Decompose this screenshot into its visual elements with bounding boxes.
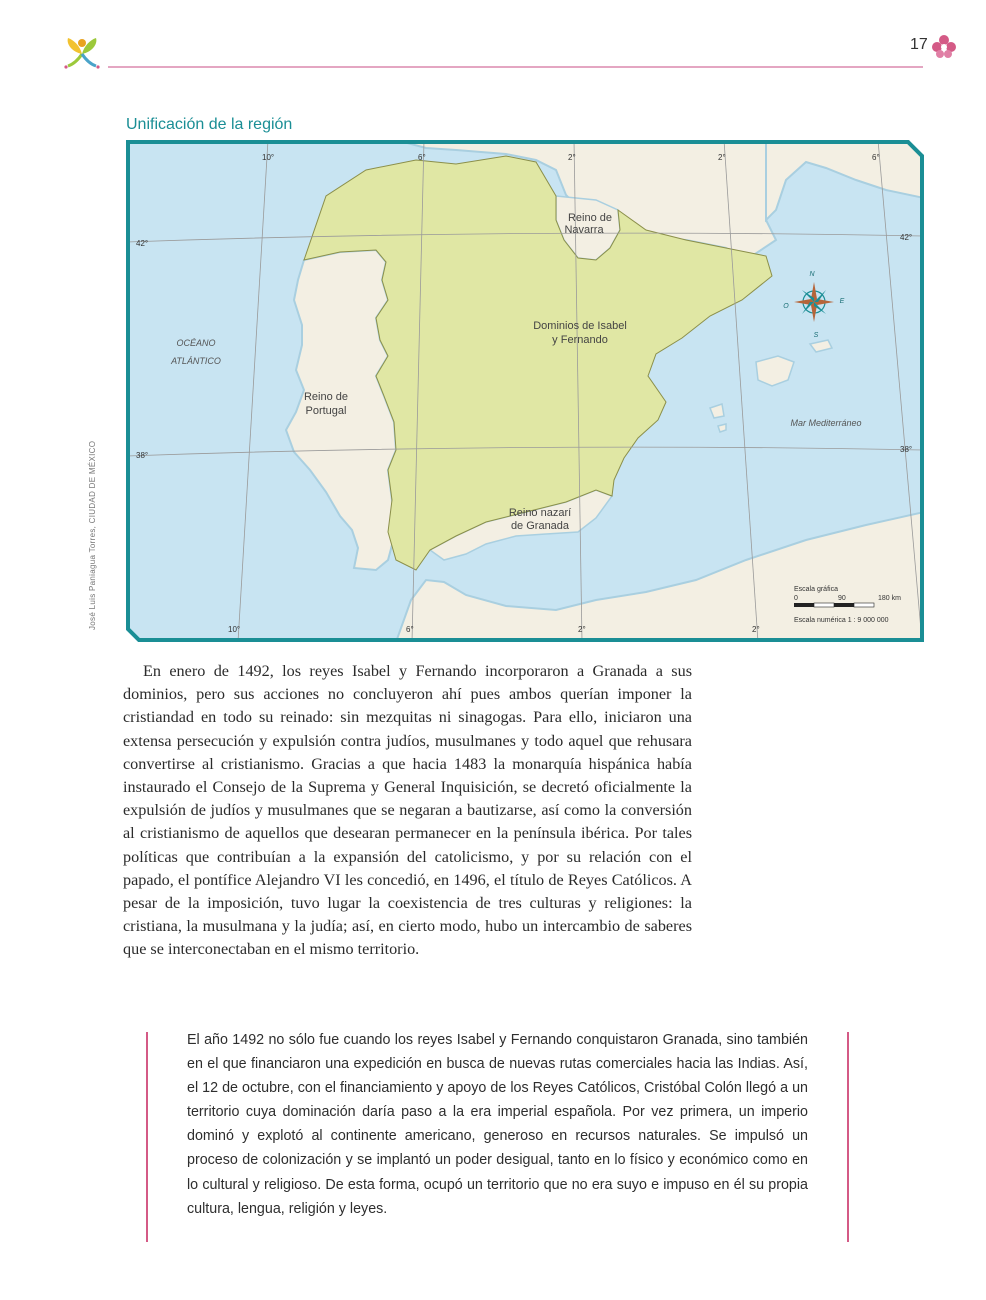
map-title: Unificación de la región: [126, 116, 293, 133]
map: [126, 140, 924, 642]
flower-icon: [930, 34, 958, 58]
scale-numeric: Escala numérica 1 : 9 000 000: [794, 617, 889, 624]
map-credit: José Luis Paniagua Torres, CIUDAD DE MÉXICO: [88, 440, 97, 630]
lat-right-1: 42°: [900, 233, 913, 242]
compass-e: E: [839, 298, 845, 305]
sea-label: Mar Mediterráneo: [790, 418, 862, 428]
lon-top-3: 2°: [568, 153, 576, 162]
portugal-label-2: Portugal: [305, 405, 347, 417]
body-paragraph: En enero de 1492, los reyes Isabel y Fernando incorporaron a Granada a sus dominios, pero sus acciones no concluyeron ahí pues ambos querían imponer la cristiandad en todo su reinado: sin mezquitas ni sinagogas. Para ello, iniciaron una extensa persecución y expulsión contra judíos, musulmanes y todo aquel que rehusara convertirse al cristianismo. Gracias a que hacia 1483 la monarquía hispánica había instaurado el Consejo de la Suprema y General Inquisición, se decretó oficialmente la expulsión de judíos y musulmanes que se negaran a bautizarse, así como la conversión al cristianismo de aquellos que desearan permanecer en la península ibérica. Por tales políticas que contribuían a la expansión del catolicismo, y por su relación con el papado, el pontífice Alejandro VI les concedió, en 1496, el título de Reyes Católicos. A pesar de la imposición, tuvo lugar la coexistencia de tres culturas y religiones: la cristiana, la musulmana y la judía; así, en cierto modo, hubo un intercambio de saberes que se interconectaban en el mismo territorio.: [123, 662, 692, 959]
navarra-label-2: Navarra: [564, 224, 604, 236]
navarra-label-1: Reino de: [567, 212, 613, 224]
program-logo: [62, 34, 102, 70]
scale-tick-1: 90: [838, 595, 846, 602]
lon-bottom-2: 6°: [406, 625, 414, 634]
granada-label-1: Reino nazarí: [508, 507, 572, 519]
lon-bottom-4: 2°: [752, 625, 760, 634]
box-paragraph: El año 1492 no sólo fue cuando los reyes Isabel y Fernando conquistaron Granada, sino también en el que financiaron una expedición en busca de nuevas rutas comerciales hacia las Indias. Así, el 12 de octubre, con el financiamiento y apoyo de los Reyes Católicos, Cristóbal Colón llegó a un territorio cuya dominación daría paso a la era imperial española. Por vez primera, un imperio dominó y explotó al continente americano, generoso en recursos naturales. Se impulsó un proceso de colonización y se implantó un poder desigual, tanto en lo físico y económico como en lo cultural y religioso. De esta forma, ocupó un territorio que no era suyo e impuso en él su propia cultura, lengua, religión y leyes.: [187, 1032, 808, 1217]
lat-left-2: 38°: [136, 451, 149, 460]
box-border-right: [847, 1032, 849, 1242]
lon-bottom-3: 2°: [578, 625, 586, 634]
formentera-island: [718, 424, 726, 432]
lon-bottom-1: 10°: [228, 625, 241, 634]
box-border-left: [146, 1032, 148, 1242]
compass-o: O: [783, 303, 789, 310]
granada-label-2: de Granada: [510, 520, 570, 532]
ocean-label-2: ATLÁNTICO: [171, 356, 221, 366]
dominions-label-2: y Fernando: [552, 334, 608, 346]
lon-top-5: 6°: [872, 153, 880, 162]
portugal-label-1: Reino de: [303, 391, 349, 403]
ocean-label-1: OCÉANO: [176, 338, 216, 348]
lon-top-4: 2°: [718, 153, 726, 162]
lat-right-2: 38°: [900, 445, 913, 454]
page-number: 17: [910, 36, 928, 53]
header-rule: [108, 66, 923, 68]
scale-tick-2: 180 km: [878, 595, 901, 602]
scale-title: Escala gráfica: [794, 586, 838, 593]
dominions-label-1: Dominios de Isabel: [533, 320, 627, 332]
compass-n: N: [809, 271, 815, 278]
lon-top-1: 10°: [262, 153, 275, 162]
lon-top-2: 6°: [418, 153, 426, 162]
compass-s: S: [813, 332, 819, 339]
lat-left-1: 42°: [136, 239, 149, 248]
scale-tick-0: 0: [794, 595, 798, 602]
